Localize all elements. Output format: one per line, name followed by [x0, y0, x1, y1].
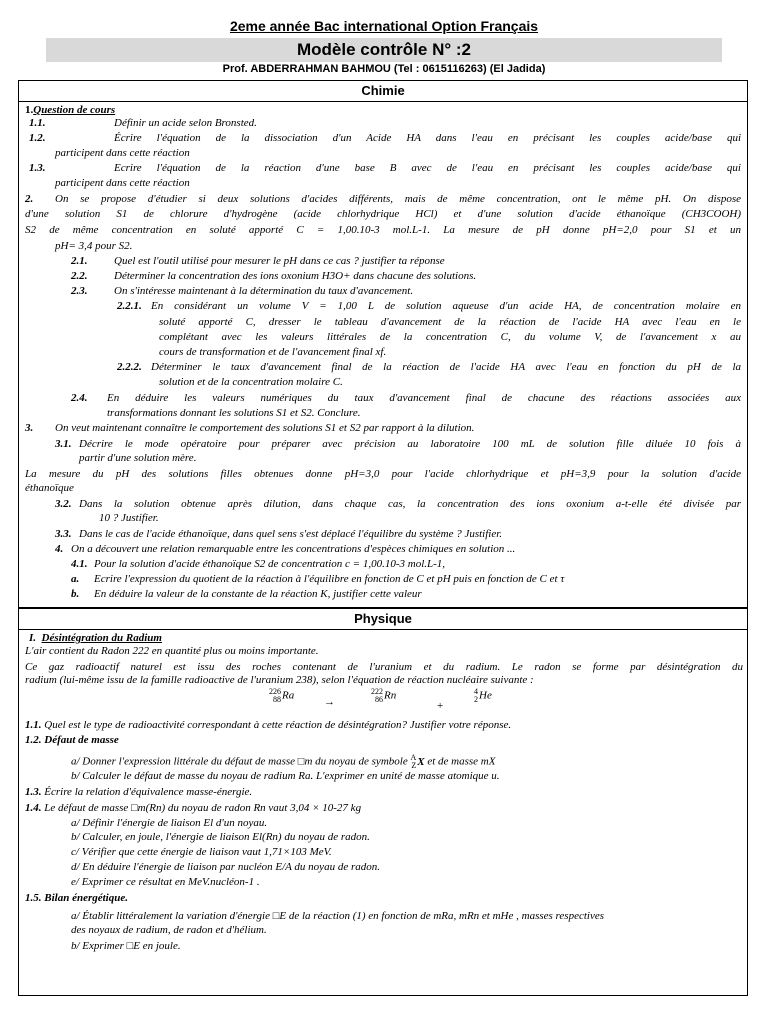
chimie-line [159, 346, 741, 359]
question-number: 2.3. [71, 285, 88, 297]
question-text: On se propose d'étudier si deux solutions d'acides différents, mais de même concentration, ont le même pH. On dispose [55, 193, 741, 205]
question-text: solution et de la concentration molaire C. [159, 376, 343, 388]
chimie-line [29, 132, 741, 145]
arrow: → [324, 696, 335, 708]
question-number: 3.1. [55, 438, 72, 450]
question-1-4-c: c/ Vérifier que cette énergie de liaison vaut 1,71×103 MeV. [71, 846, 332, 858]
question-text: Ecrire l'équation de la réaction d'une base B avec de l'eau en précisant les couples acide/base qui [114, 162, 741, 174]
chimie-line [71, 573, 741, 586]
question-text: Pour la solution d'acide éthanoïque S2 de concentration c = 1,00.10-3 mol.L-1, [94, 558, 446, 570]
chimie-line [55, 498, 741, 511]
question-1-5-a-cont: des noyaux de radium, de radon et d'hélium. [71, 924, 267, 936]
question-1-4-b: b/ Calculer, en joule, l'énergie de liaison El(Rn) du noyau de radon. [71, 831, 370, 843]
question-number: 1.1. [29, 117, 46, 129]
question-text: complétant avec les valeurs littérales de la concentration C, du volume V, de l'avancement x au [159, 331, 741, 343]
question-number: 2. [25, 193, 34, 205]
chimie-heading: Chimie [19, 81, 747, 102]
chimie-line [25, 104, 741, 117]
chimie-line [55, 177, 741, 190]
question-text: Question de cours [33, 104, 116, 116]
question-number: 2.4. [71, 392, 88, 404]
question-number: b. [71, 588, 80, 600]
chimie-line [71, 255, 741, 268]
question-text: transformations donnant les solutions S1 et S2. Conclure. [107, 407, 361, 419]
radon-nucleus: 222 86Rn [371, 687, 397, 704]
question-text: Déterminer la concentration des ions oxonium H3O+ dans chacune des solutions. [114, 270, 477, 282]
question-text: partir d'une solution mère. [79, 452, 197, 464]
chimie-line [25, 193, 741, 206]
question-1-4-a: a/ Définir l'énergie de liaison El d'un noyau. [71, 817, 268, 829]
question-number: 2.1. [71, 255, 88, 267]
question-text: La mesure du pH des solutions filles obtenues donne pH=3,0 pour l'acide chlorhydrique et pH=3,9 pour la solution d'acide [25, 468, 741, 480]
intro-line: Ce gaz radioactif naturel est issu des roches contenant de l'uranium et du radium. Le radon se forme par désintégration du [25, 661, 743, 673]
page-title: Modèle contrôle N° :2 [46, 38, 722, 62]
question-text: 10 ? Justifier. [99, 512, 159, 524]
question-text: Ecrire l'expression du quotient de la réaction à l'équilibre en fonction de C et pH puis en fonction de C et τ [94, 573, 565, 585]
author-line: Prof. ABDERRAHMAN BAHMOU (Tel : 0615116263) (El Jadida) [222, 63, 546, 75]
question-1-5-a: a/ Établir littéralement la variation d'énergie □E de la réaction (1) en fonction de mRa, mRn et mHe , masses respectives [71, 910, 605, 922]
question-text: Déterminer le taux d'avancement final de la réaction de l'acide HA avec l'eau en fonction du pH de la [151, 361, 741, 373]
question-1-4-d: d/ En déduire l'énergie de liaison par nucléon E/A du noyau de radon. [71, 861, 380, 873]
chimie-line [25, 208, 741, 221]
chimie-line [99, 512, 741, 525]
question-text: éthanoïque [25, 482, 74, 494]
chimie-line [25, 422, 741, 435]
question-text: participent dans cette réaction [55, 177, 190, 189]
helium-nucleus: 4 2He [474, 687, 492, 704]
chimie-line [159, 376, 741, 389]
chimie-line [25, 468, 741, 481]
chimie-line [29, 117, 741, 130]
question-text: d'une solution S1 de chlorure d'hydrogène (acide chlorhydrique HCl) et d'une solution d'acide éthanoïque (CH3COOH) [25, 208, 741, 220]
chimie-line [159, 331, 741, 344]
physique-section [18, 608, 748, 996]
question-number: 3.3. [55, 528, 72, 540]
question-text: On veut maintenant connaître le comportement des solutions S1 et S2 par rapport à la dilution. [55, 422, 475, 434]
question-text: On a découvert une relation remarquable entre les concentrations d'espèces chimiques en solution ... [71, 543, 516, 555]
question-1-2-a: a/ Donner l'expression littérale du défaut de masse □m du noyau de symbole A ZX et de masse mX [71, 753, 496, 770]
question-number: 1.3. [29, 162, 46, 174]
question-text: Dans le cas de l'acide éthanoïque, dans quel sens s'est déplacé l'équilibre du système ? Justifier. [79, 528, 503, 540]
question-text: soluté apporté C, dresser le tableau d'avancement de la réaction de l'acide HA avec l'eau en le [159, 316, 741, 328]
class-line: 2eme année Bac international Option Français [229, 18, 539, 34]
question-number: 2.2. [71, 270, 88, 282]
question-number: 3.2. [55, 498, 72, 510]
plus-sign: + [437, 700, 444, 712]
chimie-line [55, 528, 741, 541]
chimie-line [55, 438, 741, 451]
question-1-1: 1.1. Quel est le type de radioactivité correspondant à cette réaction de désintégration? Justifier votre réponse. [25, 719, 512, 731]
chimie-line [71, 588, 741, 601]
chimie-line [71, 558, 741, 571]
question-text: On s'intéresse maintenant à la détermination du taux d'avancement. [114, 285, 414, 297]
physique-heading: Physique [19, 609, 747, 630]
question-text: Définir un acide selon Bronsted. [114, 117, 257, 129]
question-number: 2.2.1. [117, 300, 142, 312]
question-number: 1. [25, 104, 34, 116]
chimie-line [79, 452, 741, 465]
question-1-4-e: e/ Exprimer ce résultat en MeV.nucléon-1 . [71, 876, 260, 888]
chimie-line [117, 300, 741, 313]
question-text: Décrire le mode opératoire pour préparer avec précision au laboratoire 100 mL de solution fille diluée 10 fois à [79, 438, 741, 450]
chimie-line [117, 361, 741, 374]
chimie-line [25, 482, 741, 495]
question-1-2-b: b/ Calculer le défaut de masse du noyau de radium Ra. L'exprimer en unité de masse atomique u. [71, 770, 500, 782]
part-heading: I. Désintégration du Radium [29, 632, 162, 644]
question-1-4: 1.4. Le défaut de masse □m(Rn) du noyau de radon Rn vaut 3,04 × 10-27 kg [25, 802, 362, 814]
question-1-5: 1.5. Bilan énergétique. [25, 892, 128, 904]
question-number: 3. [25, 422, 34, 434]
chimie-line [55, 147, 741, 160]
question-number: 4. [55, 543, 64, 555]
intro-line: radium (lui-même issu de la famille radioactive de l'uranium 238), selon l'équation de réaction nucléaire suivante : [25, 674, 534, 686]
question-text: participent dans cette réaction [55, 147, 190, 159]
chimie-line [29, 162, 741, 175]
chimie-section [18, 80, 748, 608]
chimie-line [55, 240, 741, 253]
chimie-line [71, 285, 741, 298]
question-1-5-b: b/ Exprimer □E en joule. [71, 940, 181, 952]
question-text: Quel est l'outil utilisé pour mesurer le pH dans ce cas ? justifier ta réponse [114, 255, 445, 267]
question-text: En déduire la valeur de la constante de la réaction K, justifier cette valeur [94, 588, 422, 600]
question-1-3: 1.3. Écrire la relation d'équivalence masse-énergie. [25, 786, 253, 798]
question-number: 4.1. [71, 558, 88, 570]
question-text: S2 de même concentration en soluté apporté C = 1,00.10-3 mol.L-1. La mesure de pH donne pH=2,0 pour S1 et un [25, 224, 741, 236]
chimie-line [159, 316, 741, 329]
question-1-2: 1.2. Défaut de masse [25, 734, 119, 746]
question-text: cours de transformation et de l'avancement final xf. [159, 346, 387, 358]
question-text: Écrire l'équation de la dissociation d'un Acide HA dans l'eau en précisant les couples acide/base qui [114, 132, 741, 144]
radium-nucleus: 226 88Ra [269, 687, 295, 704]
intro-line: L'air contient du Radon 222 en quantité plus ou moins importante. [25, 645, 319, 657]
chimie-line [55, 543, 741, 556]
chimie-line [71, 392, 741, 405]
question-number: 1.2. [29, 132, 46, 144]
chimie-line [107, 407, 741, 420]
question-number: 2.2.2. [117, 361, 142, 373]
question-text: Dans la solution obtenue après dilution, dans chaque cas, la concentration des ions oxonium a-t-elle été divisée par [79, 498, 741, 510]
question-text: pH= 3,4 pour S2. [55, 240, 133, 252]
question-number: a. [71, 573, 80, 585]
question-text: En déduire les valeurs numériques du taux d'avancement final de chacune des réactions associées aux [107, 392, 741, 404]
chimie-line [25, 224, 741, 237]
question-text: En considérant un volume V = 1,00 L de solution aqueuse d'un acide HA, de concentration molaire en [151, 300, 741, 312]
chimie-line [71, 270, 741, 283]
